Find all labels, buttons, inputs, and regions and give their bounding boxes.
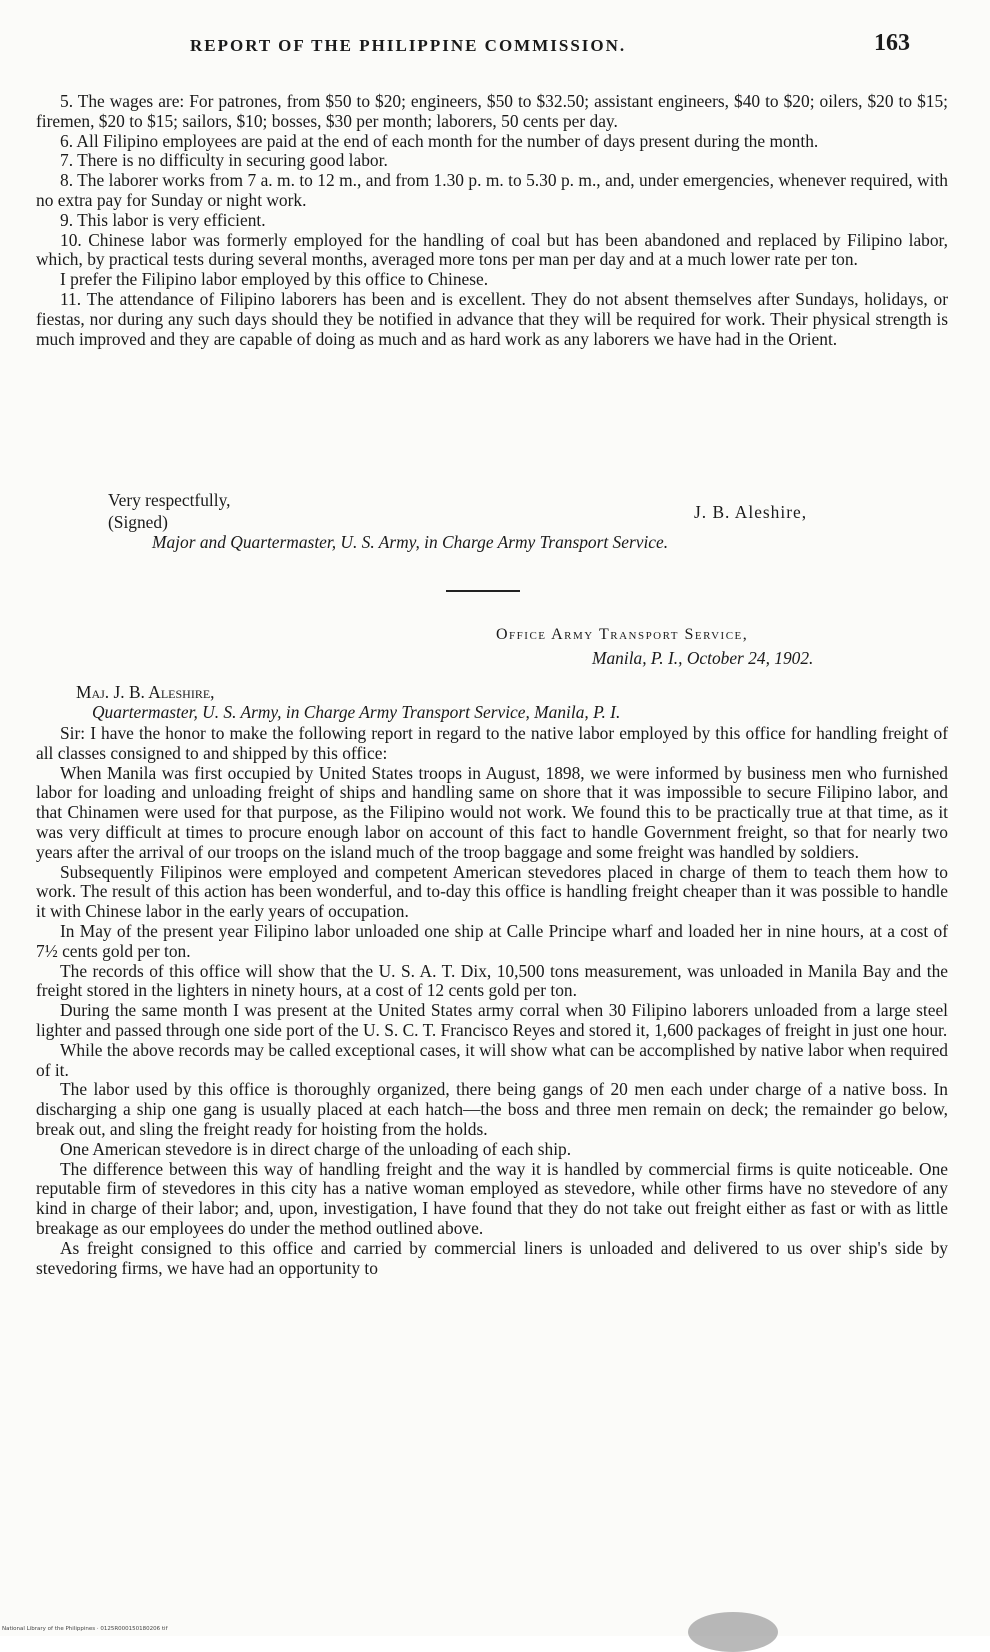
letter-1-paragraph: 8. The laborer works from 7 a. m. to 12 m., and from 1.30 p. m. to 5.30 p. m., and, under emergencies, whenever required, with no extra pay for Sunday or night work. xyxy=(36,170,948,210)
letter-1-paragraph: 5. The wages are: For patrones, from $50 to $20; engineers, $50 to $32.50; assistant engineers, $40 to $20; oilers, $20 to $15; firemen, $20 to $15; sailors, $10; bosses, $30 per month; laborers, 50 cents per day. xyxy=(36,91,948,131)
signer-title: Major and Quartermaster, U. S. Army, in Charge Army Transport Service. xyxy=(152,532,669,552)
letter-1-paragraph: 7. There is no difficulty in securing good labor. xyxy=(60,150,388,171)
letter-2-paragraph: The difference between this way of handling freight and the way it is handled by commercial firms is quite noticeable. One reputable firm of stevedores in this city has a native woman employed as stevedore, while other firms have no stevedore of any kind in charge of their labor; and, upon, investigation, I have found that they do not take out freight either as fast or with as little breakage as our employees do under the method outlined above. xyxy=(36,1158,948,1238)
letter-2-paragraph: One American stevedore is in direct charge of the unloading of each ship. xyxy=(60,1138,572,1159)
letter-1-paragraph: I prefer the Filipino labor employed by this office to Chinese. xyxy=(60,269,489,290)
letter-2-paragraph: While the above records may be called exceptional cases, it will show what can be accomplished by native labor when required of it. xyxy=(36,1039,948,1080)
letter-1-paragraph: 10. Chinese labor was formerly employed for the handling of coal but has been abandoned and replaced by Filipino labor, which, by practical tests during several months, averaged more tons per man per day and at a much lower rate per ton. xyxy=(36,229,948,270)
addressee-name: Maj. J. B. Aleshire, xyxy=(76,682,215,702)
closing-salutation: Very respectfully, xyxy=(108,490,231,510)
running-title: REPORT OF THE PHILIPPINE COMMISSION. xyxy=(190,36,627,55)
letter-2-body xyxy=(36,724,948,1278)
letter-1-paragraph: 6. All Filipino employees are paid at the end of each month for the number of days present during the month. xyxy=(60,130,819,151)
office-heading: Office Army Transport Service, xyxy=(496,626,749,643)
letter-2-paragraph: During the same month I was present at the United States army corral when 30 Filipino laborers unloaded from a large steel lighter and passed through one side port of the U. S. C. T. Francisco Reyes and stored it, 1,600 packages of freight in just one hour. xyxy=(36,1000,948,1040)
letter-2-paragraph: Subsequently Filipinos were employed and competent American stevedores placed in charge of them to teach them how to work. The result of this action has been wonderful, and to-day this office is handling freight cheaper than it was possible to handle it with Chinese labor in the early years of occupation. xyxy=(36,861,948,922)
library-stamp xyxy=(688,1612,778,1652)
letter-1-paragraph: 9. This labor is very efficient. xyxy=(60,209,266,230)
letter-2-paragraph: The records of this office will show that the U. S. A. T. Dix, 10,500 tons measurement, was unloaded in Manila Bay and the freight stored in the lighters in ninety hours, at a cost of 12 cents gold per ton. xyxy=(36,960,948,1001)
page-number: 163 xyxy=(874,30,910,56)
letter-2-paragraph: Sir: I have the honor to make the following report in regard to the native labor employed by this office for handling freight of all classes consigned to and shipped by this office: xyxy=(36,723,948,763)
letter-2-paragraph: In May of the present year Filipino labor unloaded one ship at Calle Principe wharf and loaded her in nine hours, at a cost of 7½ cents gold per ton. xyxy=(36,920,948,961)
letter-2-paragraph: As freight consigned to this office and carried by commercial liners is unloaded and delivered to us over ship's side by stevedoring firms, we have had an opportunity to xyxy=(36,1237,948,1278)
page-header xyxy=(0,30,990,64)
letter-1-body xyxy=(36,92,948,349)
signer-name: J. B. Aleshire, xyxy=(694,502,808,522)
letter-1-paragraph: 11. The attendance of Filipino laborers has been and is excellent. They do not absent themselves after Sundays, holidays, or fiestas, nor during any such days should they be notified in advance that they will be required for work. Their physical strength is much improved and they are capable of doing as much and as hard work as any laborers we have had in the Orient. xyxy=(36,288,948,349)
signed-label: (Signed) xyxy=(108,512,168,532)
section-divider xyxy=(446,590,520,592)
letter-2-paragraph: The labor used by this office is thoroughly organized, there being gangs of 20 men each under charge of a native boss. In discharging a ship one gang is usually placed at each hatch—the boss and three men remain on deck; the remainder go below, break out, and sling the freight ready for hoisting from the holds. xyxy=(36,1079,948,1139)
addressee-title: Quartermaster, U. S. Army, in Charge Army Transport Service, Manila, P. I. xyxy=(92,702,621,722)
scan-footer-note: National Library of the Philippines · 0125R000150180206 tif xyxy=(2,1626,168,1632)
letter-2-paragraph: When Manila was first occupied by United States troops in August, 1898, we were informed by business men who furnished labor for loading and unloading freight of ships and handling same on shore that it was impossible to secure Filipino labor, and that Chinamen were used for that purpose, as the Filipino would not work. We found this to be practically true at that time, as it was very difficult at times to procure enough labor on account of this fact to handle Government freight, so that for nearly two years after the arrival of our troops on the island much of the troop baggage and some freight was handled by soldiers. xyxy=(36,762,948,862)
place-date: Manila, P. I., October 24, 1902. xyxy=(592,648,814,668)
